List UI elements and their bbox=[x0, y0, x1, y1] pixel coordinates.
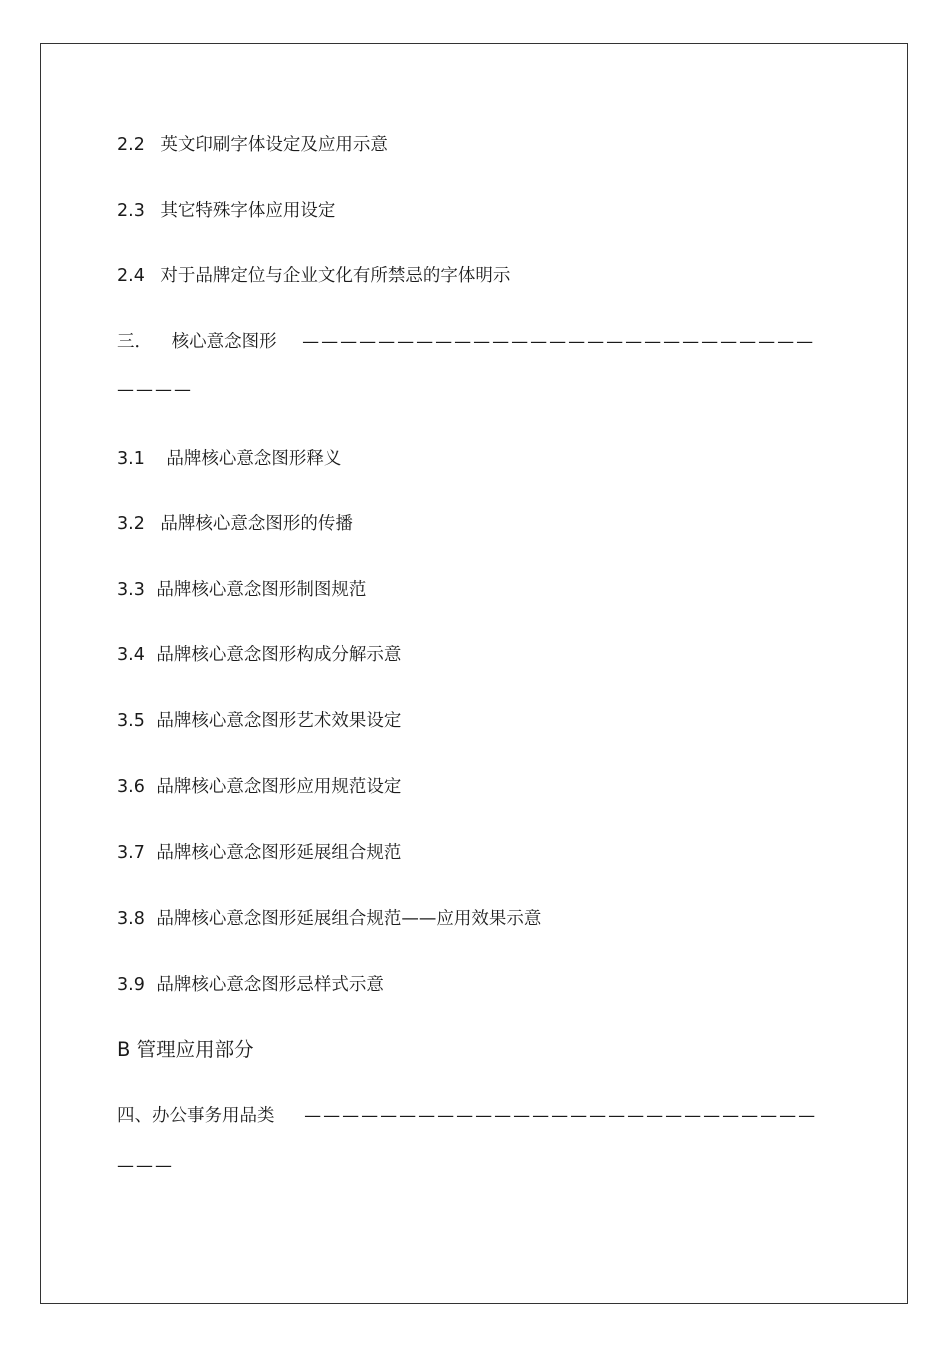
toc-item-3-1 bbox=[117, 447, 341, 471]
toc-item-3-5 bbox=[117, 709, 401, 733]
toc-item-number: 3.7 bbox=[117, 843, 145, 863]
leader-dashes-continued: ——— bbox=[117, 1156, 174, 1176]
toc-item-number: 3.6 bbox=[117, 777, 145, 797]
toc-item-number: 3.8 bbox=[117, 909, 145, 929]
toc-section-4 bbox=[117, 1104, 817, 1128]
toc-item-text: 品牌核心意念图形艺术效果设定 bbox=[156, 711, 402, 731]
toc-item-text: 品牌核心意念图形应用规范设定 bbox=[156, 777, 402, 797]
toc-item-text: 品牌核心意念图形的传播 bbox=[160, 514, 353, 534]
toc-section-3 bbox=[117, 330, 815, 354]
toc-item-text: 品牌核心意念图形制图规范 bbox=[156, 580, 367, 600]
toc-item-number: 3.4 bbox=[117, 645, 145, 665]
toc-item-number: 3.5 bbox=[117, 711, 145, 731]
toc-item-3-7 bbox=[117, 841, 401, 865]
toc-item-3-6 bbox=[117, 775, 401, 799]
section-title: 四、办公事务用品类 bbox=[117, 1106, 275, 1126]
toc-item-text: 品牌核心意念图形延展组合规范——应用效果示意 bbox=[156, 909, 542, 929]
toc-item-text: 品牌核心意念图形构成分解示意 bbox=[156, 645, 402, 665]
toc-item-text: 品牌核心意念图形忌样式示意 bbox=[156, 975, 384, 995]
toc-item-number: 2.3 bbox=[117, 201, 145, 221]
toc-item-3-8 bbox=[117, 907, 541, 931]
toc-item-number: 3.9 bbox=[117, 975, 145, 995]
toc-item-3-2 bbox=[117, 512, 353, 536]
section-title: 核心意念图形 bbox=[171, 332, 277, 352]
leader-dashes-continued: ———— bbox=[117, 380, 193, 400]
toc-item-number: 3.2 bbox=[117, 514, 145, 534]
toc-item-3-3 bbox=[117, 578, 366, 602]
toc-item-2-3 bbox=[117, 199, 335, 223]
toc-item-number: 2.2 bbox=[117, 135, 145, 155]
toc-item-3-4 bbox=[117, 643, 401, 667]
toc-item-text: 品牌核心意念图形延展组合规范 bbox=[156, 843, 402, 863]
part-b-heading: B 管理应用部分 bbox=[117, 1038, 254, 1061]
toc-item-text: 品牌核心意念图形释义 bbox=[166, 449, 342, 469]
toc-item-text: 其它特殊字体应用设定 bbox=[160, 201, 336, 221]
toc-item-text: 英文印刷字体设定及应用示意 bbox=[160, 135, 388, 155]
leader-dashes: ——————————————————————————— bbox=[302, 332, 816, 352]
toc-item-2-4 bbox=[117, 264, 510, 288]
toc-item-3-9 bbox=[117, 973, 384, 997]
toc-item-number: 3.3 bbox=[117, 580, 145, 600]
toc-item-number: 2.4 bbox=[117, 266, 145, 286]
toc-item-number: 3.1 bbox=[117, 449, 145, 469]
section-number: 三． bbox=[117, 332, 152, 352]
leader-dashes: ——————————————————————————— bbox=[304, 1106, 818, 1126]
toc-item-text: 对于品牌定位与企业文化有所禁忌的字体明示 bbox=[160, 266, 511, 286]
toc-item-2-2 bbox=[117, 133, 388, 157]
